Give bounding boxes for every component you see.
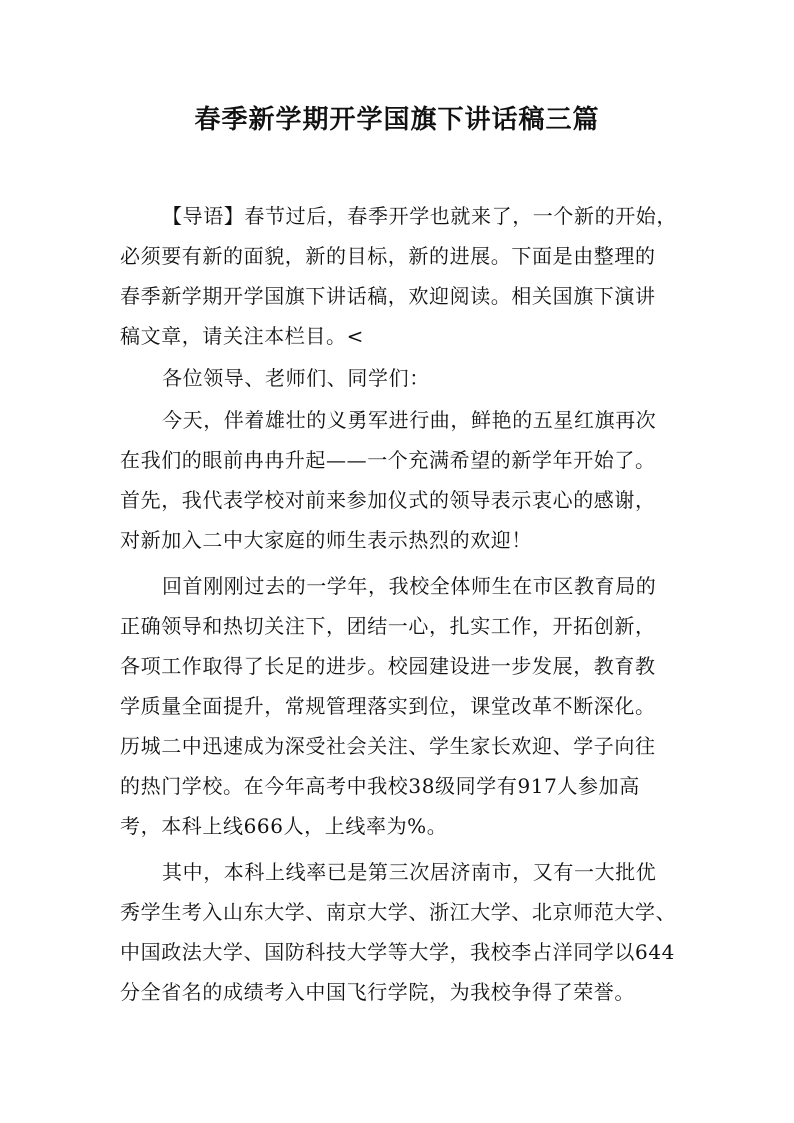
paragraph-line: 今天，伴着雄壮的义勇军进行曲，鲜艳的五星红旗再次 <box>162 408 657 432</box>
paragraph-line: 考，本科上线666人，上线率为%。 <box>120 814 448 838</box>
paragraph-line: 必须要有新的面貌，新的目标，新的进展。下面是由整理的 <box>120 244 656 268</box>
paragraph-line: 正确领导和热切关注下，团结一心，扎实工作，开拓创新， <box>120 614 656 638</box>
paragraph-line: 在我们的眼前冉冉升起——一个充满希望的新学年开始了。 <box>120 448 656 472</box>
greeting-line: 各位领导、老师们、同学们： <box>162 366 430 390</box>
document-title: 春季新学期开学国旗下讲话稿三篇 <box>194 105 600 135</box>
paragraph-line: 秀学生考入山东大学、南京大学、浙江大学、北京师范大学、 <box>120 900 677 924</box>
paragraph-line: 其中，本科上线率已是第三次居济南市，又有一大批优 <box>162 860 657 884</box>
paragraph-line: 回首刚刚过去的一学年，我校全体师生在市区教育局的 <box>162 574 657 598</box>
paragraph-line: 对新加入二中大家庭的师生表示热烈的欢迎！ <box>120 528 532 552</box>
paragraph-line: 【导语】春节过后，春季开学也就来了，一个新的开始， <box>162 204 677 228</box>
paragraph-line: 历城二中迅速成为深受社会关注、学生家长欢迎、学子向往 <box>120 734 656 758</box>
paragraph-line: 春季新学期开学国旗下讲话稿，欢迎阅读。相关国旗下演讲 <box>120 284 656 308</box>
paragraph-line: 首先，我代表学校对前来参加仪式的领导表示衷心的感谢， <box>120 488 656 512</box>
paragraph-line: 稿文章，请关注本栏目。< <box>120 324 364 348</box>
paragraph-line: 的热门学校。在今年高考中我校38级同学有917人参加高 <box>120 774 640 798</box>
paragraph-line: 各项工作取得了长足的进步。校园建设进一步发展，教育教 <box>120 654 656 678</box>
paragraph-line: 学质量全面提升，常规管理落实到位，课堂改革不断深化。 <box>120 694 656 718</box>
paragraph-line: 中国政法大学、国防科技大学等大学，我校李占洋同学以644 <box>120 940 675 964</box>
paragraph-line: 分全省名的成绩考入中国飞行学院，为我校争得了荣誉。 <box>120 980 635 1004</box>
